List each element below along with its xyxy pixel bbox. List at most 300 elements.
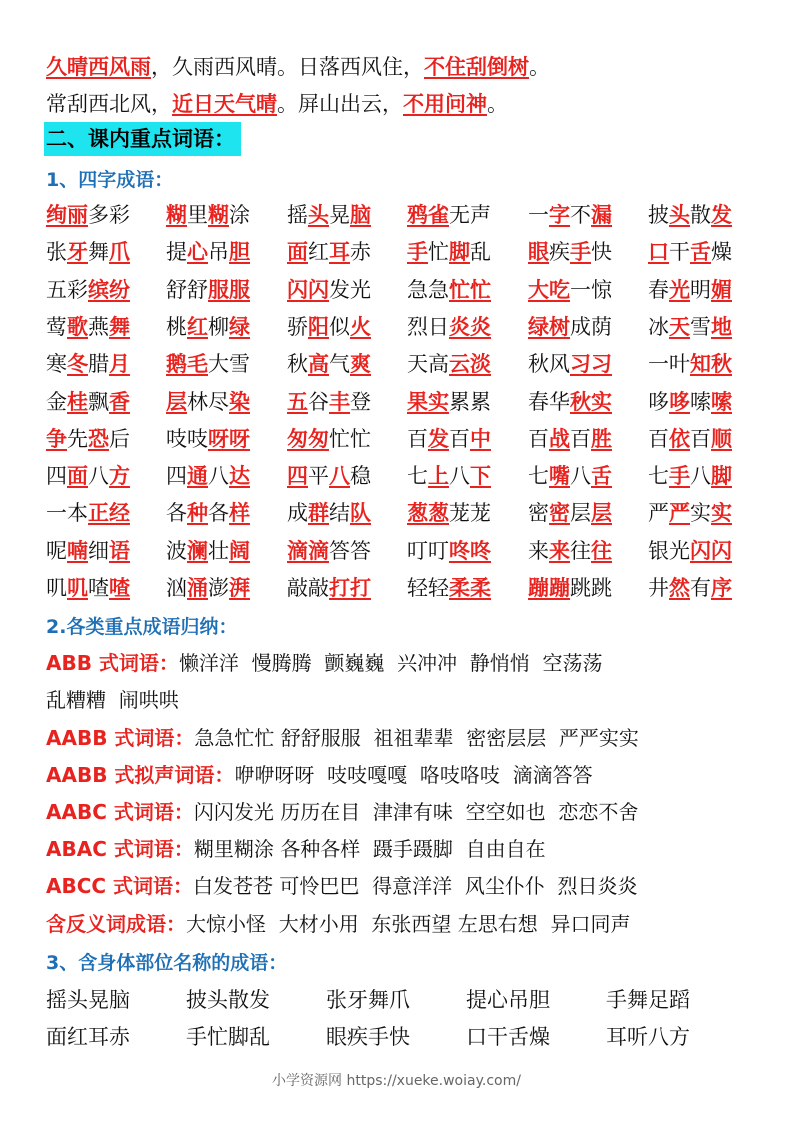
key-character: 习习 (570, 352, 612, 377)
idiom-item (287, 571, 371, 605)
highlighted-phrase: 近日天气晴 (172, 92, 277, 116)
idiom-item (166, 422, 250, 456)
idiom-character: 轻轻 (407, 576, 449, 600)
idiom-character: 金 (46, 389, 67, 414)
idiom-item (287, 347, 371, 381)
key-character: 头 (669, 203, 690, 227)
idiom-character: 舒舒 (166, 277, 208, 302)
footer-watermark: 小学资源网 https://xueke.woiay.com/ (272, 1073, 521, 1089)
key-character: 群 (308, 501, 329, 526)
idiom-character: 澎 (208, 576, 229, 600)
idiom-character: 先 (67, 426, 88, 451)
idiom-character: 秋风 (528, 352, 570, 377)
category-line (46, 723, 639, 753)
idiom-item (528, 534, 612, 568)
idiom-item (648, 496, 732, 530)
idiom-item (648, 534, 732, 568)
idiom-character: 摇 (287, 203, 308, 227)
idiom-item (407, 273, 491, 307)
idiom-item (287, 385, 371, 419)
idiom-character: 五彩 (46, 277, 88, 302)
idiom-item (407, 422, 491, 456)
idiom-character: 秋 (287, 352, 308, 377)
key-character: 舞 (109, 314, 130, 339)
key-character: 知秋 (690, 352, 732, 377)
highlighted-phrase: 不用问神 (403, 92, 487, 116)
key-character: 涌 (187, 576, 208, 600)
idiom-character: 气 (329, 352, 350, 377)
key-character: 绿 (229, 314, 250, 339)
body-idiom-item: 手舞足蹈 (606, 988, 690, 1012)
body-idiom-item: 张牙舞爪 (326, 988, 410, 1012)
category-label: AABB 式拟声词语： (46, 763, 235, 787)
idiom-character: 八 (88, 464, 109, 489)
key-character: 服服 (208, 277, 250, 302)
idiom-character: 百 (449, 426, 470, 451)
idiom-character: 谷 (308, 389, 329, 414)
idiom-character: 七 (648, 464, 669, 489)
category-line (46, 760, 593, 790)
key-character: 胜 (591, 426, 612, 451)
idiom-item (287, 235, 371, 269)
key-character: 高 (308, 352, 329, 377)
idiom-character: 忙忙 (329, 426, 371, 451)
idiom-item (407, 534, 491, 568)
key-character: 层 (166, 389, 187, 414)
key-character: 媚 (711, 277, 732, 302)
body-idiom-item: 眼疾手快 (326, 1025, 410, 1049)
phrase-text: 。 (487, 92, 508, 116)
key-character: 阔 (229, 538, 250, 563)
key-character: 脚 (449, 240, 470, 265)
idiom-item (166, 496, 250, 530)
category-line (46, 871, 638, 901)
subsection-title-3: 3、含身体部位名称的成语： (46, 952, 288, 974)
category-words: 大惊小怪 大材小用 东张西望 左思右想 异口同声 (186, 912, 631, 936)
key-character: 争 (46, 426, 67, 451)
idiom-character: 成 (287, 501, 308, 526)
key-character: 头 (308, 203, 329, 227)
category-words: 急急忙忙 舒舒服服 祖祖辈辈 密密层层 严严实实 (194, 726, 639, 750)
idiom-item (407, 385, 491, 419)
idiom-character: 似 (329, 314, 350, 339)
idiom-character: 四 (46, 464, 67, 489)
key-character: 喃 (67, 538, 88, 563)
idiom-character: 波 (166, 538, 187, 563)
idiom-character: 八 (690, 464, 711, 489)
body-idiom-item: 披头散发 (186, 988, 270, 1012)
idiom-character: 春 (648, 277, 669, 302)
idiom-character: 各 (208, 501, 229, 526)
idiom-character: 后 (109, 426, 130, 451)
key-character: 缤纷 (88, 277, 130, 302)
key-character: 糊 (166, 203, 187, 227)
idiom-character: 飘 (88, 389, 109, 414)
idiom-character: 呢 (46, 538, 67, 563)
key-character: 滴滴 (287, 538, 329, 563)
idiom-character: 吊 (208, 240, 229, 265)
category-line (46, 834, 546, 864)
idiom-item (528, 198, 612, 232)
subsection-title-2: 2.各类重点成语归纳： (46, 616, 238, 638)
key-character: 红 (187, 314, 208, 339)
idiom-character: 答答 (329, 538, 371, 563)
key-character: 嗦 (711, 389, 732, 414)
idiom-character: 层 (570, 501, 591, 526)
idiom-item (648, 459, 732, 493)
key-character: 战 (549, 426, 570, 451)
idiom-character: 八 (449, 464, 470, 489)
key-character: 种 (187, 501, 208, 526)
idiom-item (648, 310, 732, 344)
key-character: 蹦蹦 (528, 576, 570, 600)
key-character: 闪闪 (690, 538, 732, 563)
idiom-item (287, 534, 371, 568)
key-character: 严 (669, 501, 690, 526)
key-character: 糊 (208, 203, 229, 227)
key-character: 下 (470, 464, 491, 489)
key-character: 鸦雀 (407, 203, 449, 227)
idiom-character: 百 (690, 426, 711, 451)
idiom-item (166, 310, 250, 344)
key-character: 绚丽 (46, 203, 88, 227)
idiom-character: 披 (648, 203, 669, 227)
idiom-item (528, 273, 612, 307)
idiom-character: 林尽 (187, 389, 229, 414)
key-character: 方 (109, 464, 130, 489)
key-character: 湃 (229, 576, 250, 600)
category-words: 懒洋洋 慢腾腾 颤巍巍 兴冲冲 静悄悄 空荡荡 (178, 651, 603, 675)
key-character: 往 (591, 538, 612, 563)
key-character: 牙 (67, 240, 88, 265)
key-character: 鹅毛 (166, 352, 208, 377)
key-character: 舌 (690, 240, 711, 265)
idiom-item (166, 571, 250, 605)
idiom-item (46, 235, 130, 269)
key-character: 匆匆 (287, 426, 329, 451)
key-character: 发 (711, 203, 732, 227)
idiom-character: 散 (690, 203, 711, 227)
idiom-character: 寒 (46, 352, 67, 377)
idiom-item (528, 459, 612, 493)
key-character: 绿树 (528, 314, 570, 339)
key-character: 手 (669, 464, 690, 489)
idiom-item (46, 347, 130, 381)
key-character: 果实 (407, 389, 449, 414)
idiom-character: 严 (648, 501, 669, 526)
idiom-character: 百 (648, 426, 669, 451)
key-character: 胆 (229, 240, 250, 265)
key-character: 云淡 (449, 352, 491, 377)
idiom-item (407, 496, 491, 530)
key-character: 心 (187, 240, 208, 265)
idiom-character: 井 (648, 576, 669, 600)
key-character: 面 (287, 240, 308, 265)
idiom-character: 银光 (648, 538, 690, 563)
key-character: 呀呀 (208, 426, 250, 451)
key-character: 打打 (329, 576, 371, 600)
idiom-character: 来 (528, 538, 549, 563)
idiom-character: 八 (570, 464, 591, 489)
key-character: 然 (669, 576, 690, 600)
idiom-character: 张 (46, 240, 67, 265)
key-character: 大吃 (528, 277, 570, 302)
idiom-character: 春华 (528, 389, 570, 414)
key-character: 香 (109, 389, 130, 414)
idiom-character: 百 (570, 426, 591, 451)
category-words: 闪闪发光 历历在目 津津有味 空空如也 恋恋不舍 (193, 800, 639, 824)
idiom-item (648, 198, 732, 232)
idiom-item (166, 198, 250, 232)
idiom-character: 哆 (648, 389, 669, 414)
highlighted-phrase: 不住刮倒树 (424, 55, 529, 79)
idiom-item (287, 496, 371, 530)
idiom-item (528, 385, 612, 419)
key-character: 密 (549, 501, 570, 526)
key-character: 闪闪 (287, 277, 329, 302)
key-character: 喳 (109, 576, 130, 600)
key-character: 爽 (350, 352, 371, 377)
key-character: 中 (470, 426, 491, 451)
idiom-item (528, 422, 612, 456)
idiom-character: 腊 (88, 352, 109, 377)
idiom-item (648, 273, 732, 307)
proverb-line-1 (46, 52, 550, 82)
key-character: 样 (229, 501, 250, 526)
idiom-character: 明 (690, 277, 711, 302)
key-character: 恐 (88, 426, 109, 451)
category-label: ABAC 式词语： (46, 837, 194, 861)
idiom-item (46, 496, 130, 530)
idiom-character: 快 (591, 240, 612, 265)
key-character: 柔柔 (449, 576, 491, 600)
idiom-character: 涂 (229, 203, 250, 227)
body-idiom-item: 耳听八方 (606, 1025, 690, 1049)
key-character: 依 (669, 426, 690, 451)
idiom-character: 疾 (549, 240, 570, 265)
key-character: 嘴 (549, 464, 570, 489)
idiom-character: 乱 (470, 240, 491, 265)
body-idiom-item: 面红耳赤 (46, 1025, 130, 1049)
key-character: 顺 (711, 426, 732, 451)
key-character: 正经 (88, 501, 130, 526)
key-character: 忙忙 (449, 277, 491, 302)
category-words: 咿咿呀呀 吱吱嘎嘎 咯吱咯吱 滴滴答答 (234, 763, 593, 787)
key-character: 面 (67, 464, 88, 489)
key-character: 地 (711, 314, 732, 339)
key-character: 发 (428, 426, 449, 451)
category-words: 白发苍苍 可怜巴巴 得意洋洋 风尘仆仆 烈日炎炎 (193, 874, 638, 898)
idiom-item (46, 198, 130, 232)
idiom-item (648, 235, 732, 269)
body-idiom-item: 手忙脚乱 (186, 1025, 270, 1049)
idiom-item (528, 496, 612, 530)
key-character: 歌 (67, 314, 88, 339)
category-label: 含反义词成语： (46, 912, 186, 936)
idiom-character: 干 (669, 240, 690, 265)
idiom-character: 忙 (428, 240, 449, 265)
idiom-character: 燕 (88, 314, 109, 339)
idiom-item (407, 571, 491, 605)
key-character: 通 (187, 464, 208, 489)
section-title: 二、课内重点词语： (44, 122, 241, 156)
category-label: ABB 式词语： (46, 651, 179, 675)
key-character: 手 (570, 240, 591, 265)
idiom-item (407, 310, 491, 344)
idiom-character: 七 (528, 464, 549, 489)
idiom-item (166, 459, 250, 493)
idiom-character: 晃 (329, 203, 350, 227)
key-character: 葱葱 (407, 501, 449, 526)
key-character: 秋实 (570, 389, 612, 414)
key-character: 上 (428, 464, 449, 489)
key-character: 眼 (528, 240, 549, 265)
idiom-character: 冰 (648, 314, 669, 339)
category-label: AABB 式词语： (46, 726, 195, 750)
idiom-character: 燥 (711, 240, 732, 265)
key-character: 脑 (350, 203, 371, 227)
idiom-item (287, 459, 371, 493)
idiom-character: 发光 (329, 277, 371, 302)
key-character: 爪 (109, 240, 130, 265)
idiom-item (287, 273, 371, 307)
idiom-character: 柳 (208, 314, 229, 339)
idiom-character: 平 (308, 464, 329, 489)
idiom-item (46, 571, 130, 605)
key-character: 队 (350, 501, 371, 526)
idiom-item (166, 385, 250, 419)
key-character: 手 (407, 240, 428, 265)
key-character: 冬 (67, 352, 88, 377)
key-character: 炎炎 (449, 314, 491, 339)
idiom-item (407, 347, 491, 381)
key-character: 叽 (67, 576, 88, 600)
idiom-character: 桃 (166, 314, 187, 339)
idiom-character: 骄 (287, 314, 308, 339)
key-character: 桂 (67, 389, 88, 414)
category-label: AABC 式词语： (46, 800, 194, 824)
key-character: 实 (711, 501, 732, 526)
idiom-item (407, 459, 491, 493)
idiom-character: 赤 (350, 240, 371, 265)
key-character: 咚咚 (449, 538, 491, 563)
idiom-item (46, 273, 130, 307)
idiom-item (528, 347, 612, 381)
category-words: 糊里糊涂 各种各样 蹑手蹑脚 自由自在 (193, 837, 546, 861)
subsection-title-1: 1、四字成语： (46, 169, 174, 191)
key-character: 澜 (187, 538, 208, 563)
idiom-character: 各 (166, 501, 187, 526)
idiom-character: 敲敲 (287, 576, 329, 600)
key-character: 序 (711, 576, 732, 600)
body-idiom-item: 口干舌燥 (466, 1025, 550, 1049)
idiom-item (166, 273, 250, 307)
idiom-character: 叮叮 (407, 538, 449, 563)
idiom-item (407, 198, 491, 232)
idiom-character: 茏茏 (449, 501, 491, 526)
category-line (46, 685, 179, 715)
idiom-character: 莺 (46, 314, 67, 339)
idiom-character: 跳跳 (570, 576, 612, 600)
phrase-text: 。 (529, 55, 550, 79)
idiom-character: 里 (187, 203, 208, 227)
idiom-character: 一本 (46, 501, 88, 526)
idiom-character: 累累 (449, 389, 491, 414)
key-character: 丰 (329, 389, 350, 414)
highlighted-phrase: 久晴西风雨 (46, 55, 151, 79)
idiom-item (528, 235, 612, 269)
key-character: 达 (229, 464, 250, 489)
idiom-character: 一惊 (570, 277, 612, 302)
key-character: 月 (109, 352, 130, 377)
category-line (46, 909, 631, 939)
key-character: 脚 (711, 464, 732, 489)
idiom-character: 实 (690, 501, 711, 526)
idiom-character: 四 (166, 464, 187, 489)
idiom-character: 成荫 (570, 314, 612, 339)
idiom-character: 喳 (88, 576, 109, 600)
proverb-line-2 (46, 89, 508, 119)
key-character: 五 (287, 389, 308, 414)
key-character: 染 (229, 389, 250, 414)
body-idiom-item: 提心吊胆 (466, 988, 550, 1012)
idiom-item (528, 310, 612, 344)
idiom-item (648, 422, 732, 456)
key-character: 哆 (669, 389, 690, 414)
idiom-item (166, 235, 250, 269)
idiom-item (287, 198, 371, 232)
idiom-character: 不 (570, 203, 591, 227)
idiom-character: 天高 (407, 352, 449, 377)
idiom-character: 稳 (350, 464, 371, 489)
phrase-text: ，久雨西风晴。日落西风住， (151, 55, 424, 79)
idiom-character: 结 (329, 501, 350, 526)
idiom-item (648, 385, 732, 419)
idiom-character: 一叶 (648, 352, 690, 377)
category-label: ABCC 式词语： (46, 874, 194, 898)
idiom-character: 有 (690, 576, 711, 600)
idiom-item (166, 347, 250, 381)
category-line (46, 648, 603, 678)
idiom-character: 嗦 (690, 389, 711, 414)
idiom-item (407, 235, 491, 269)
body-idiom-item: 摇头晃脑 (46, 988, 130, 1012)
idiom-character: 登 (350, 389, 371, 414)
key-character: 耳 (329, 240, 350, 265)
idiom-character: 八 (208, 464, 229, 489)
key-character: 火 (350, 314, 371, 339)
idiom-character: 往 (570, 538, 591, 563)
key-character: 字 (549, 203, 570, 227)
key-character: 来 (549, 538, 570, 563)
idiom-character: 烈日 (407, 314, 449, 339)
key-character: 天 (669, 314, 690, 339)
idiom-item (166, 534, 250, 568)
idiom-character: 七 (407, 464, 428, 489)
idiom-character: 细 (88, 538, 109, 563)
idiom-item (287, 310, 371, 344)
idiom-item (46, 422, 130, 456)
idiom-item (46, 310, 130, 344)
key-character: 漏 (591, 203, 612, 227)
idiom-character: 密 (528, 501, 549, 526)
idiom-item (648, 347, 732, 381)
phrase-text: 。屏山出云， (277, 92, 403, 116)
idiom-character: 红 (308, 240, 329, 265)
key-character: 阳 (308, 314, 329, 339)
idiom-item (528, 571, 612, 605)
phrase-text: 常刮西北风， (46, 92, 172, 116)
